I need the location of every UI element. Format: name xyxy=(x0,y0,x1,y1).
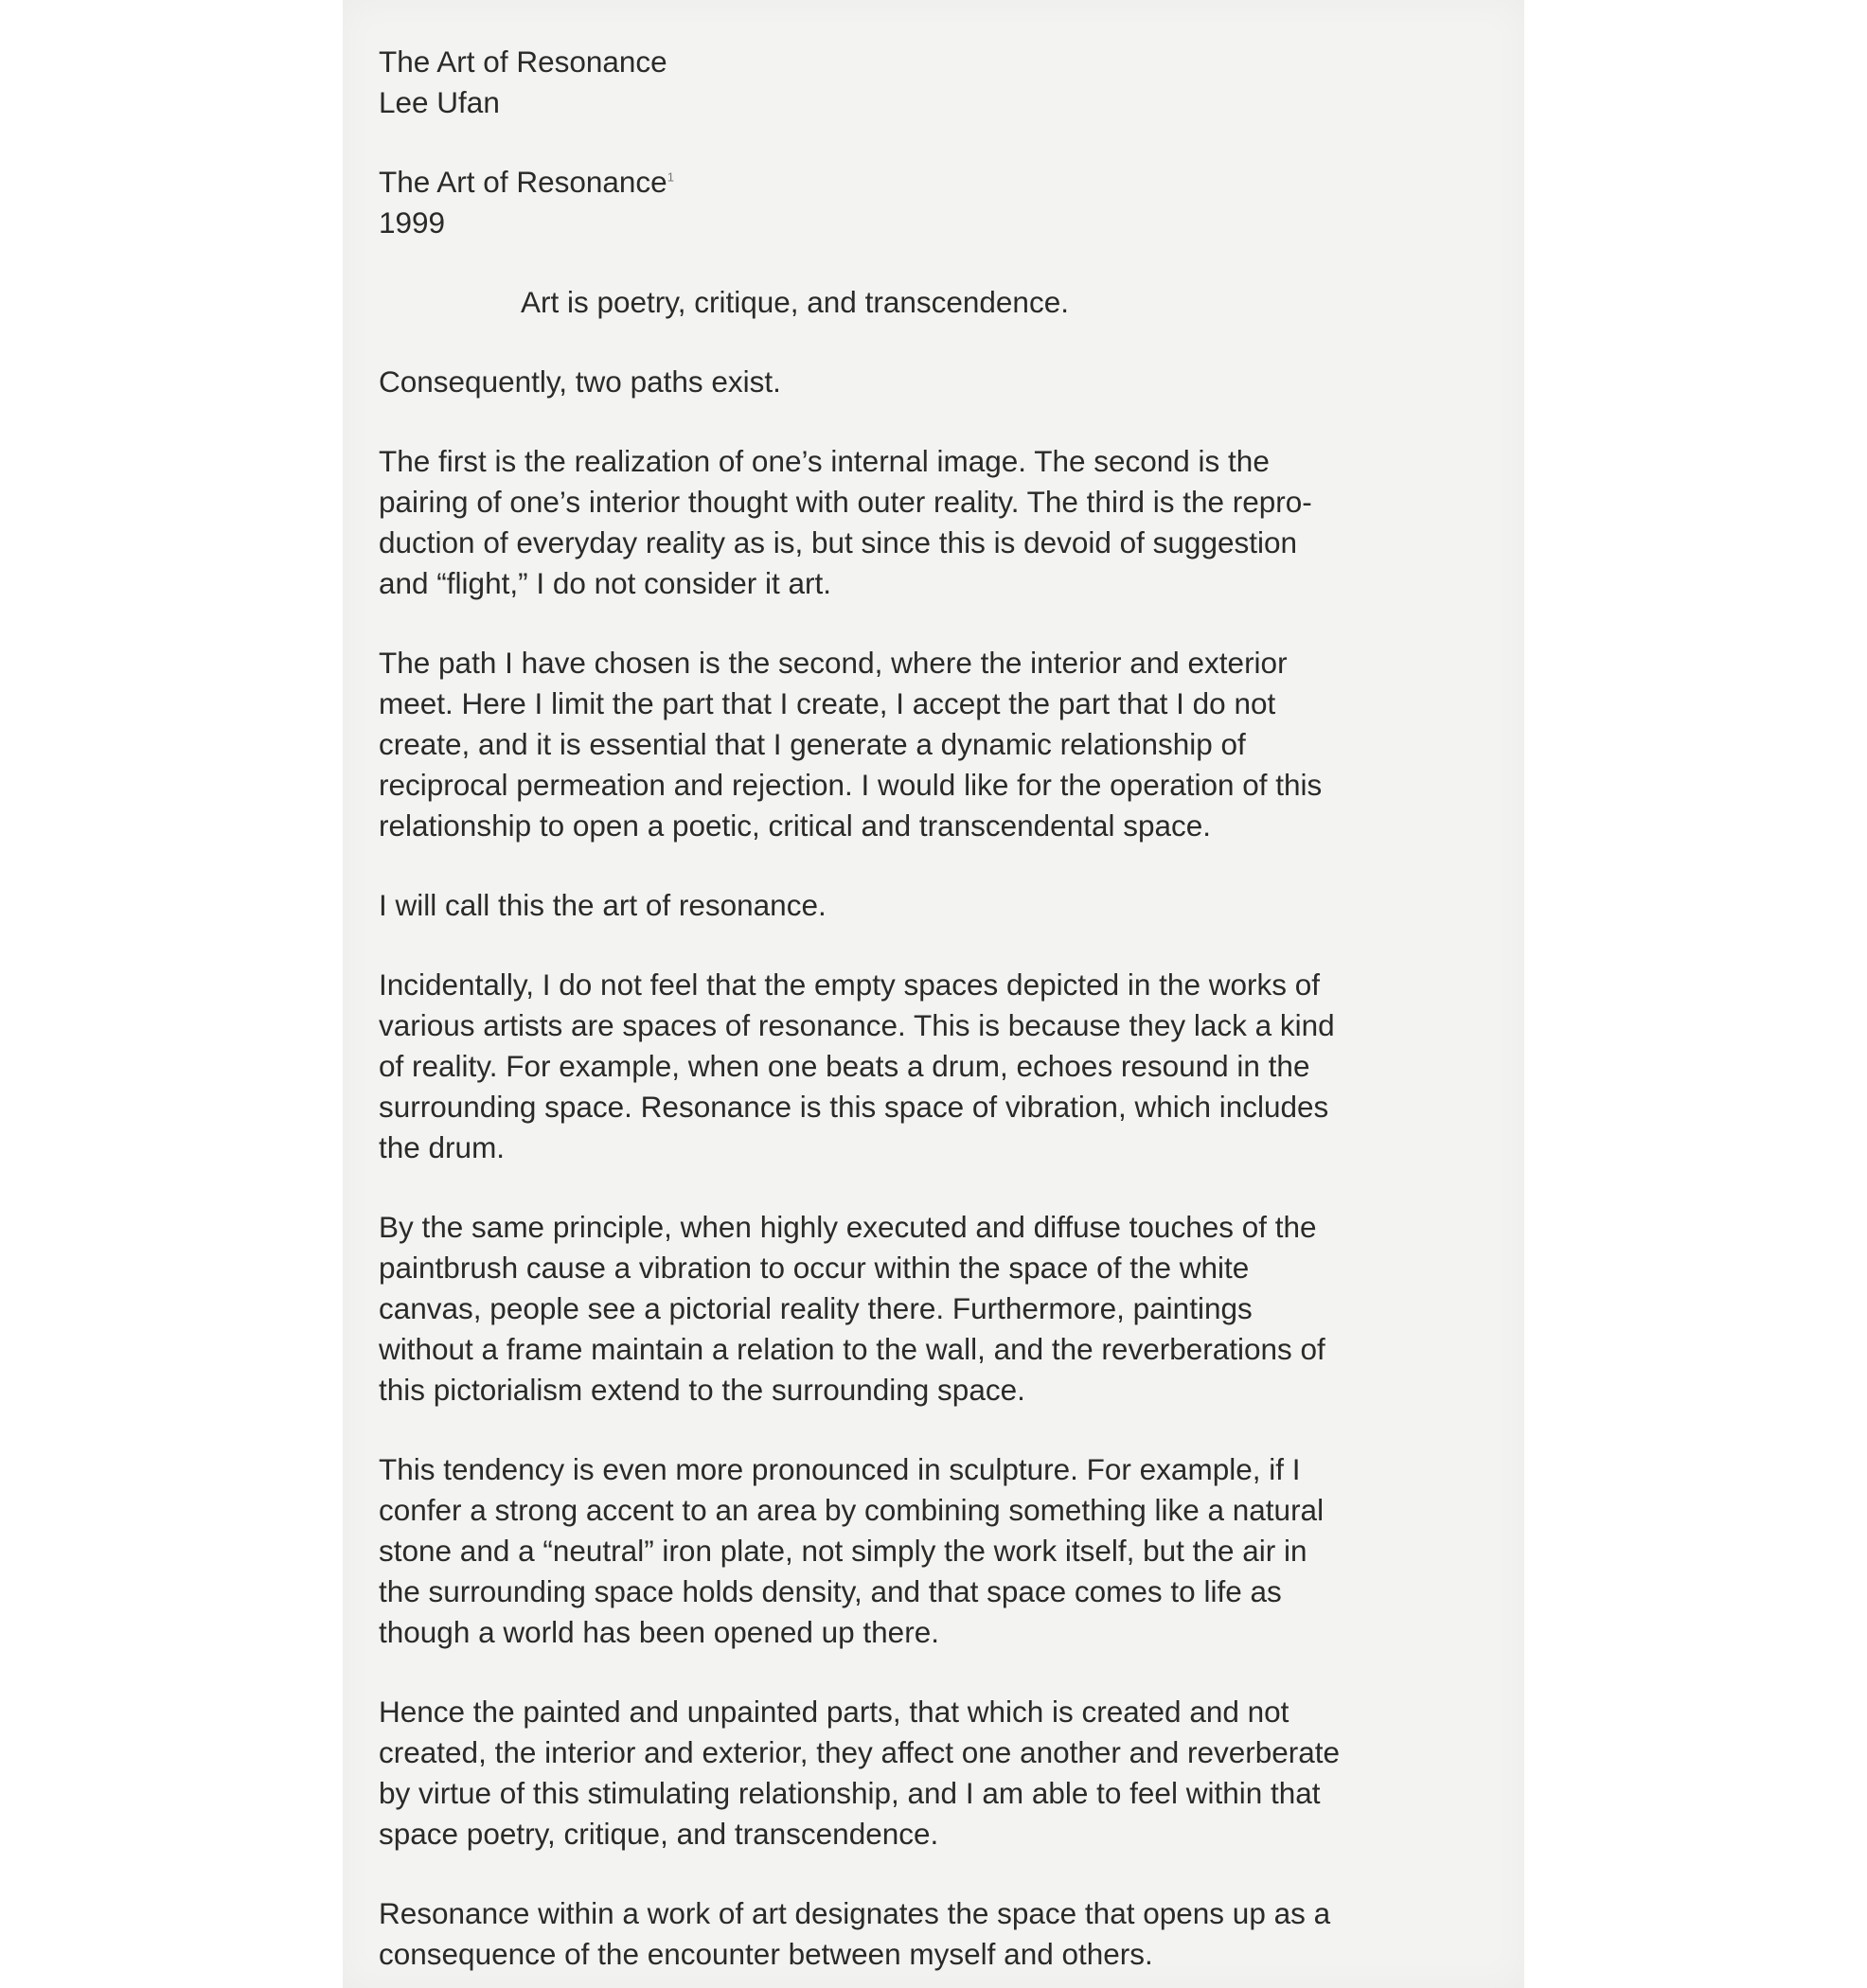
paragraph-line: Hence the painted and unpainted parts, that which is created and not xyxy=(379,1695,1289,1729)
paragraph-line: The first is the realization of one’s internal image. The second is the xyxy=(379,444,1270,478)
paragraph xyxy=(379,1207,1496,1411)
document-body xyxy=(379,42,1496,1975)
paragraph-line: this pictorialism extend to the surrounding space. xyxy=(379,1373,1025,1407)
paragraph xyxy=(379,441,1496,604)
paragraph-line: By the same principle, when highly executed and diffuse touches of the xyxy=(379,1210,1317,1244)
paragraph-line: paintbrush cause a vibration to occur within the space of the white xyxy=(379,1251,1250,1285)
paragraph-line: stone and a “neutral” iron plate, not simply the work itself, but the air in xyxy=(379,1534,1307,1568)
paragraph-line: the drum. xyxy=(379,1130,506,1164)
paragraph-line: without a frame maintain a relation to the wall, and the reverberations of xyxy=(379,1332,1325,1366)
paragraph-line: pairing of one’s interior thought with outer reality. The third is the repro- xyxy=(379,485,1312,519)
paragraph-line: space poetry, critique, and transcendence. xyxy=(379,1817,939,1851)
paragraph-line: Consequently, two paths exist. xyxy=(379,364,781,399)
paragraph-line: consequence of the encounter between myself and others. xyxy=(379,1937,1153,1971)
paragraph xyxy=(379,1449,1496,1653)
paragraph-line: of reality. For example, when one beats a drum, echoes resound in the xyxy=(379,1049,1310,1083)
paragraph-line: This tendency is even more pronounced in sculpture. For example, if I xyxy=(379,1452,1301,1486)
essay-title xyxy=(379,162,1496,203)
paragraph-line: by virtue of this stimulating relationship, and I am able to feel within that xyxy=(379,1776,1321,1810)
paragraph-line: surrounding space. Resonance is this space of vibration, which includes xyxy=(379,1090,1329,1124)
paragraph-line: reciprocal permeation and rejection. I would like for the operation of this xyxy=(379,768,1323,802)
paragraph xyxy=(379,965,1496,1168)
paragraph-line: though a world has been opened up there. xyxy=(379,1615,939,1649)
paragraph-line: confer a strong accent to an area by combining something like a natural xyxy=(379,1493,1325,1527)
paragraph-line: and “flight,” I do not consider it art. xyxy=(379,566,831,600)
footnote-mark: 1 xyxy=(667,169,674,185)
paragraph-line: I will call this the art of resonance. xyxy=(379,888,827,922)
header-title: The Art of Resonance xyxy=(379,44,667,79)
epigraph: Art is poetry, critique, and transcendence. xyxy=(521,285,1069,319)
paragraph-line: Incidentally, I do not feel that the empty spaces depicted in the works of xyxy=(379,967,1320,1002)
paragraph xyxy=(379,362,1496,402)
paragraphs xyxy=(379,323,1496,1975)
paragraph xyxy=(379,643,1496,846)
paragraph-line: various artists are spaces of resonance. This is because they lack a kind xyxy=(379,1008,1335,1042)
essay-year: 1999 xyxy=(379,205,446,240)
paragraph-line: the surrounding space holds density, and that space comes to life as xyxy=(379,1574,1282,1608)
paragraph-line: meet. Here I limit the part that I create, I accept the part that I do not xyxy=(379,686,1276,720)
paragraph-line: relationship to open a poetic, critical and transcendental space. xyxy=(379,808,1212,843)
essay-title-text: The Art of Resonance xyxy=(379,165,667,199)
paragraph-line: Resonance within a work of art designates the space that opens up as a xyxy=(379,1896,1331,1930)
paragraph-line: The path I have chosen is the second, where the interior and exterior xyxy=(379,646,1288,680)
paragraph xyxy=(379,885,1496,926)
paragraph-line: created, the interior and exterior, they affect one another and reverberate xyxy=(379,1735,1341,1769)
paragraph xyxy=(379,1692,1496,1855)
paragraph-line: canvas, people see a pictorial reality there. Furthermore, paintings xyxy=(379,1291,1253,1325)
paragraph xyxy=(379,1893,1496,1975)
header-author: Lee Ufan xyxy=(379,85,500,119)
paragraph-line: duction of everyday reality as is, but since this is devoid of suggestion xyxy=(379,525,1298,559)
paragraph-line: create, and it is essential that I generate a dynamic relationship of xyxy=(379,727,1246,761)
